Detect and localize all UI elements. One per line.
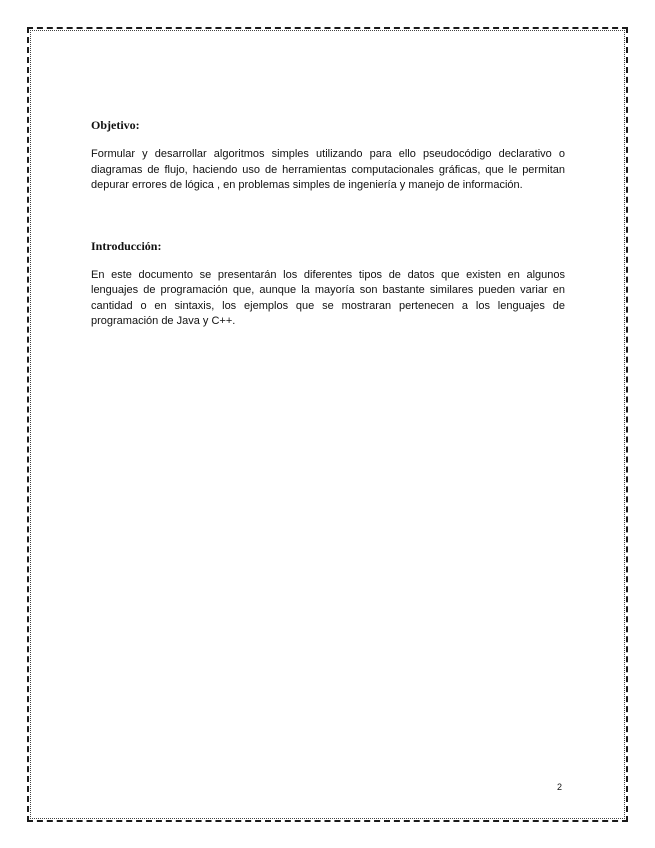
document-content xyxy=(91,118,565,330)
page-number: 2 xyxy=(557,782,563,792)
objective-paragraph: Formular y desarrollar algoritmos simples utilizando para ello pseudocódigo declarativo o diagramas de flujo, haciendo uso de herramientas computacionales gráficas, que le permitan depurar errores de lógica , en problemas simples de ingeniería y manejo de información. xyxy=(91,148,565,191)
objective-heading: Objetivo: xyxy=(91,118,140,132)
introduction-heading: Introducción: xyxy=(91,238,162,253)
introduction-paragraph: En este documento se presentarán los diferentes tipos de datos que existen en algunos lenguajes de programación que, aunque la mayoría son bastante similares pueden variar en cantidad o en sintaxis, los ejemplos que se mostraran pertenecen a los lenguajes de programación de Java y C++. xyxy=(91,268,565,327)
